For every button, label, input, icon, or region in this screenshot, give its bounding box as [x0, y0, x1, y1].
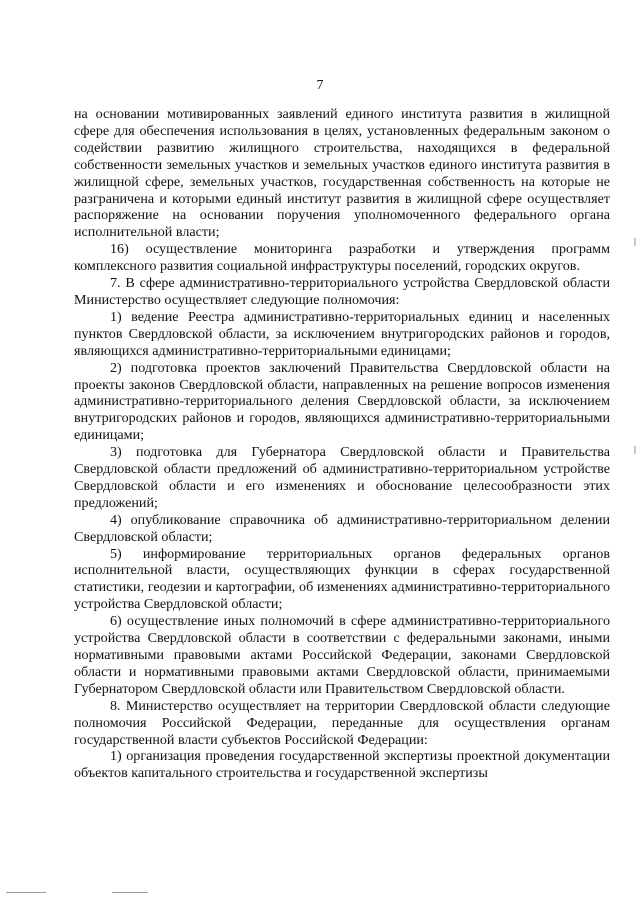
- scan-footer-mark: [6, 892, 46, 893]
- document-body: [74, 106, 610, 782]
- paragraph-7-item-3: 3) подготовка для Губернатора Свердловской области и Правительства Свердловской области предложений об административно-территориальном устройстве Свердловской области и его изменениях и обоснование целесообразности этих предложений;: [74, 444, 610, 511]
- paragraph-7-item-5: 5) информирование территориальных органов федеральных органов исполнительной власти, осуществляющих функции в сферах государственной статистики, геодезии и картографии, об изменениях административно-территориального устройства Свердловской области;: [74, 545, 610, 613]
- page-number: 7: [316, 78, 324, 93]
- paragraph-item-16: 16) осуществление мониторинга разработки и утверждения программ комплексного развития социальной инфраструктуры поселений, городских округов.: [74, 241, 610, 275]
- paragraph-section-8: 8. Министерство осуществляет на территории Свердловской области следующие полномочия Российской Федерации, переданные для осуществления органам государственной власти субъектов Российской Федерации:: [74, 697, 610, 748]
- paragraph-7-item-6: 6) осуществление иных полномочий в сфере административно-территориального устройства Свердловской области в соответствии с федеральными законами, иными нормативными правовыми актами Российской Федерации, законами Свердловской области и нормативными правовыми актами Свердловской области, принимаемыми Губернатором Свердловской области или Правительством Свердловской области.: [74, 613, 610, 697]
- paragraph-7-item-2: 2) подготовка проектов заключений Правительства Свердловской области на проекты законов Свердловской области, направленных на решение вопросов изменения административно-территориального деления Свердловской области, за исключением внутригородских районов и городов, являющихся административно-территориальными единицами;: [74, 359, 610, 444]
- paragraph-section-7: 7. В сфере административно-территориального устройства Свердловской области Министерство осуществляет следующие полномочия:: [74, 275, 610, 308]
- scan-footer-mark: [112, 892, 148, 893]
- paragraph-7-item-4: 4) опубликование справочника об административно-территориальном делении Свердловской области;: [74, 511, 610, 545]
- scan-margin-mark: [634, 446, 636, 454]
- scan-margin-mark: [634, 238, 636, 246]
- paragraph-8-item-1: 1) организация проведения государственной экспертизы проектной документации объектов капитального строительства и государственной экспертизы: [74, 748, 610, 782]
- paragraph-7-item-1: 1) ведение Реестра административно-территориальных единиц и населенных пунктов Свердловской области, за исключением внутригородских районов и городов, являющихся административно-территориальными единицами;: [74, 308, 610, 359]
- paragraph-continuation: на основании мотивированных заявлений единого института развития в жилищной сфере для обеспечения использования в целях, установленных федеральным законом о содействии развитию жилищного строительства, находящихся в федеральной собственности земельных участков и земельных участков единого института развития в жилищной сфере, земельных участков, государственная собственность на которые не разграничена и которыми единый институт развития в жилищной сфере осуществляет распоряжение на основании поручения уполномоченного федерального органа исполнительной власти;: [74, 106, 610, 241]
